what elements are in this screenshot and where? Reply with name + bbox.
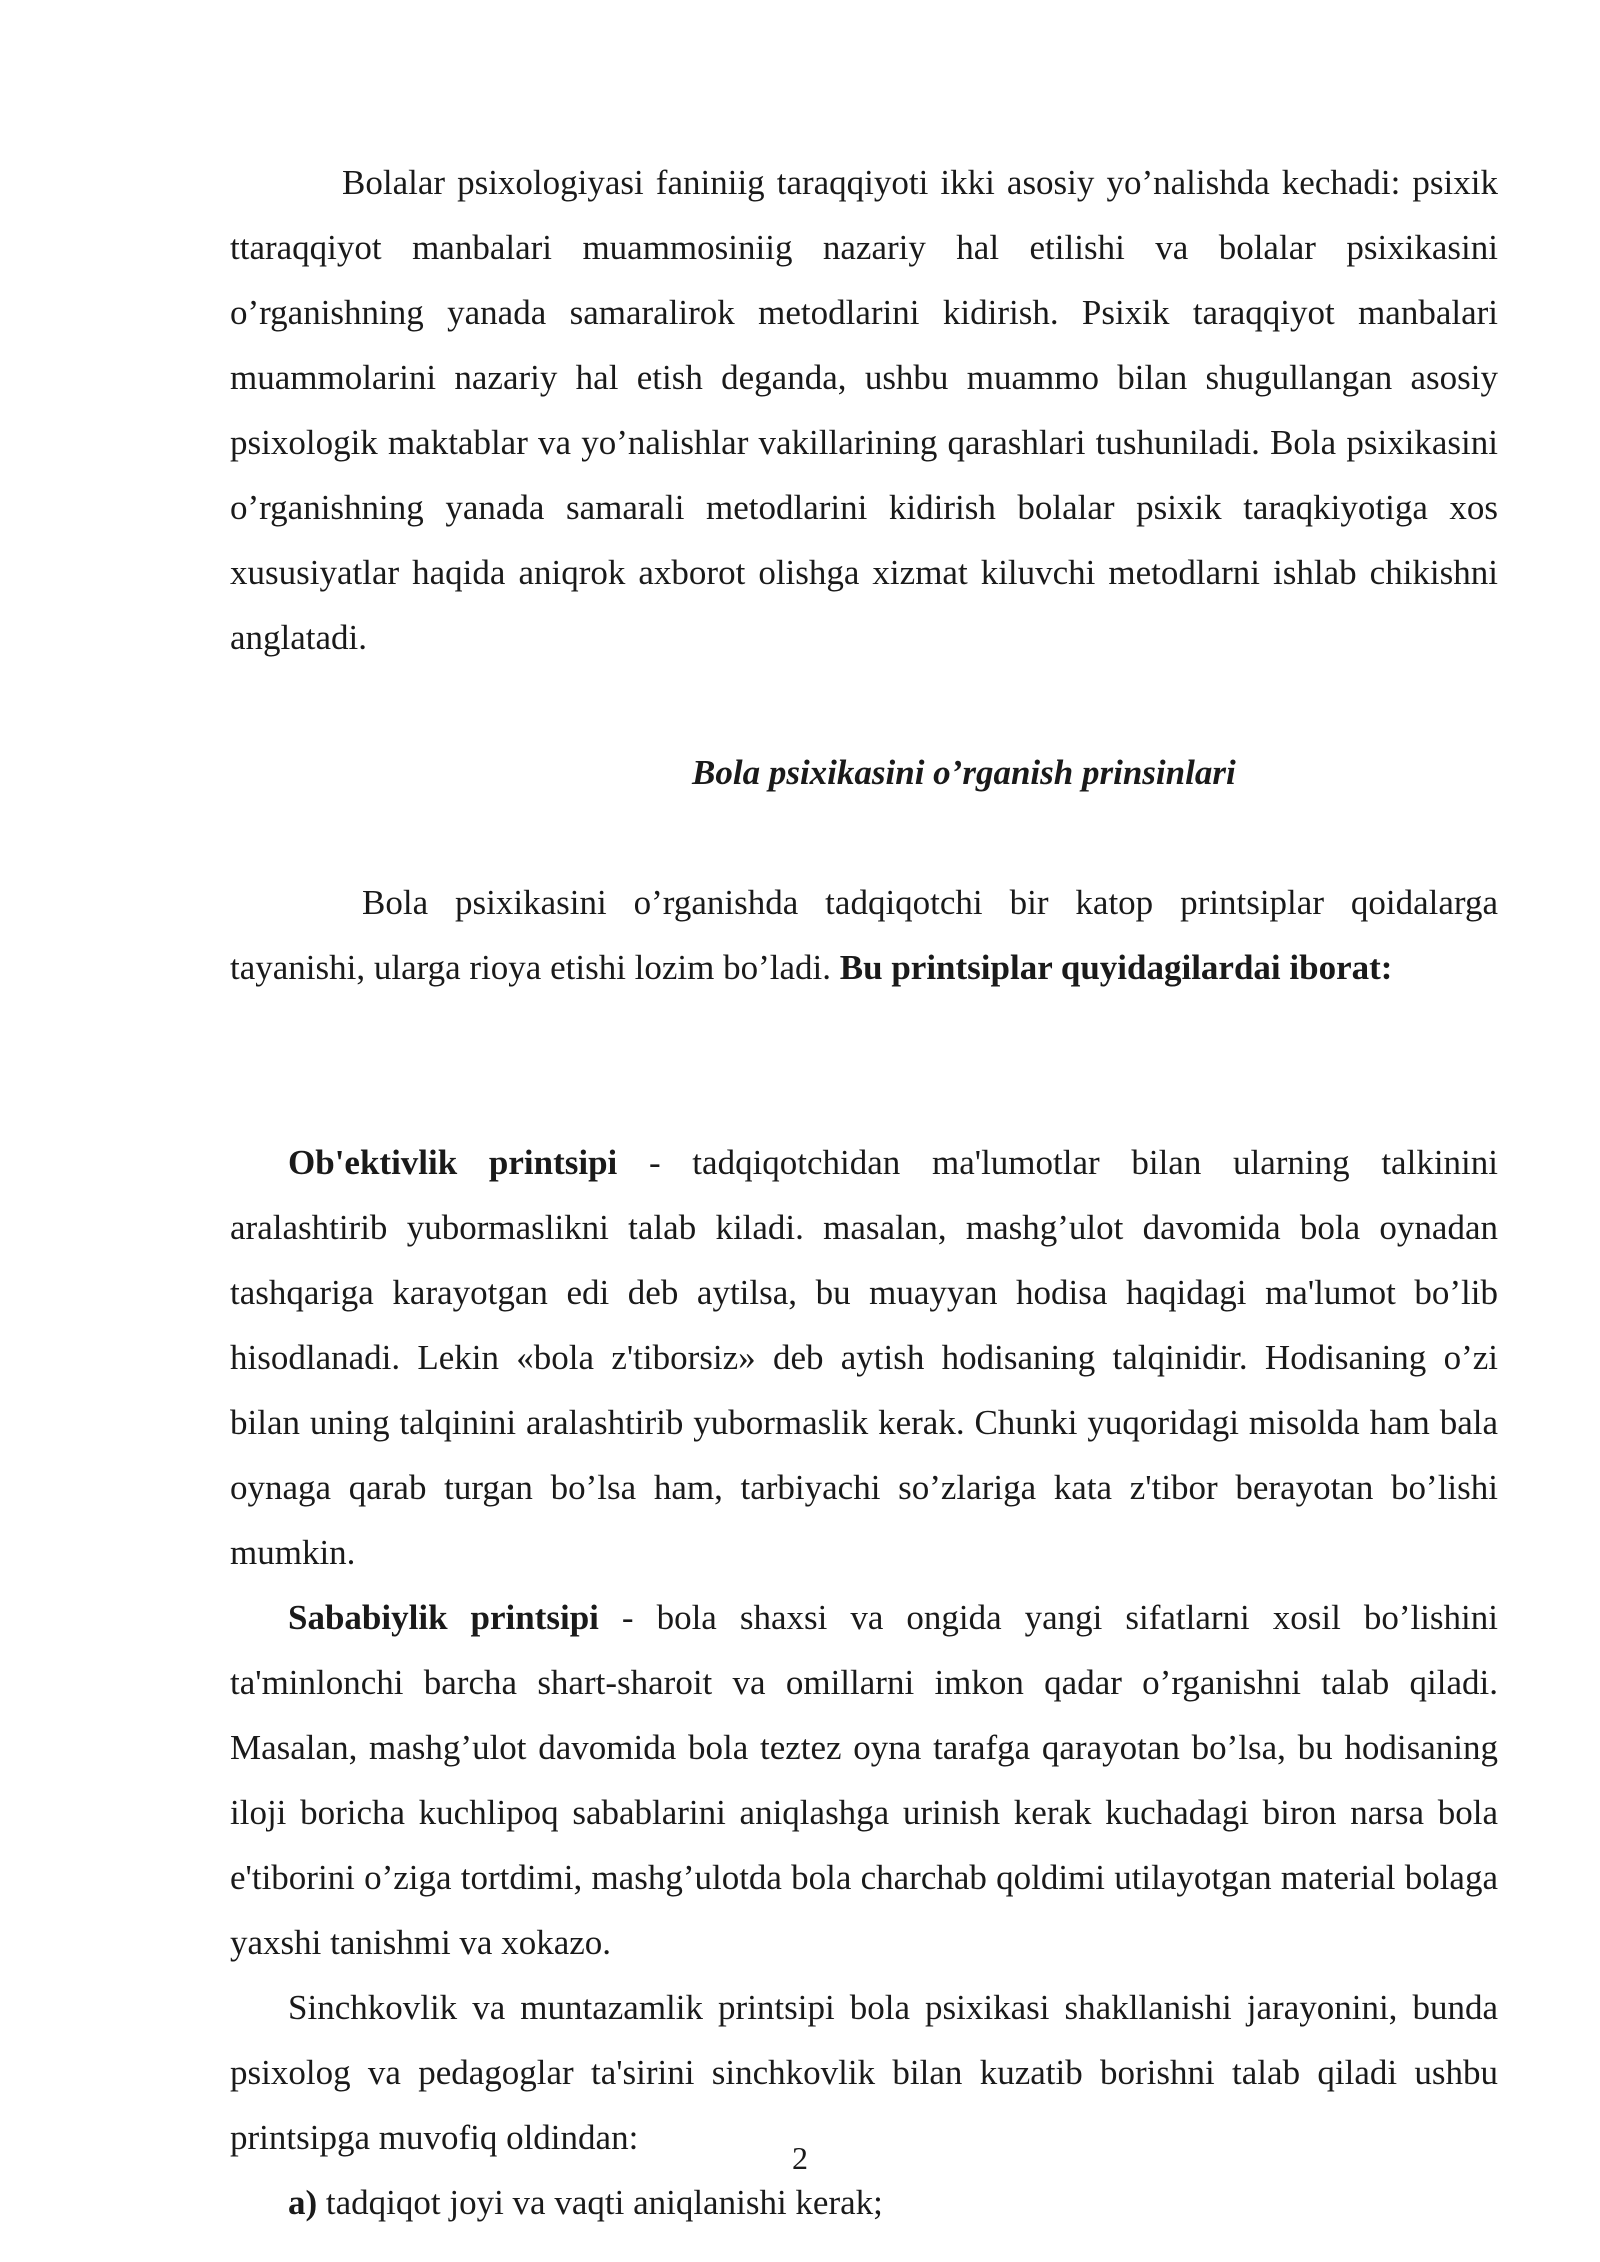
causality-principle-paragraph xyxy=(230,1585,1498,1975)
accuracy-principle-paragraph: Sinchkovlik va muntazamlik printsipi bola psixikasi shakllanishi jarayonini, bunda psixolog va pedagoglar ta'sirini sinchkovlik bilan kuzatib borishni talab qiladi ushbu printsipga muvofiq oldindan: xyxy=(230,1988,1498,2157)
objectivity-principle-term: Ob'ektivlik printsipi xyxy=(288,1143,618,1182)
objectivity-principle-text: - tadqiqotchidan ma'lumotlar bilan ularning talkinini aralashtirib yubormaslikni talab kiladi. masalan, mashg’ulot davomida bola oynadan tashqariga karayotgan edi deb aytilsa, bu muayyan hodisa haqidagi ma'lumot bo’lib hisodlanadi. Lekin «bola z'tiborsiz» deb aytish hodisaning talqinidir. Hodisaning o’zi bilan uning talqinini aralashtirib yubormaslik kerak. Chunki yuqoridagi misolda ham bala oynaga qarab turgan bo’lsa ham, tarbiyachi so’zlariga kata z'tibor berayotan bo’lishi mumkin. xyxy=(230,1143,1498,1572)
principles-intro-bold: Bu printsiplar quyidagilardai iborat: xyxy=(839,948,1393,987)
document-page xyxy=(230,150,1498,2222)
principles-intro-text: Bola psixikasini o’rganishda tadqiqotchi bir katop printsiplar qoidalarga tayanishi, ularga rioya etishi lozim bo’ladi. xyxy=(230,883,1498,987)
intro-paragraph: Bolalar psixologiyasi faniniig taraqqiyoti ikki asosiy yo’nalishda kechadi: psixik ttaraqqiyot manbalari muammosiniig nazariy hal etilishi va bolalar psixikasini o’rganishning yanada samaralirok metodlarini kidirish. Psixik taraqqiyot manbalari muammolarini nazariy hal etish deganda, ushbu muammo bilan shugullangan asosiy psixologik maktablar va yo’nalishlar vakillarining qarashlari tushuniladi. Bola psixikasini o’rganishning yanada samarali metodlarini kidirish bolalar psixik taraqkiyotiga xos xususiyatlar haqida aniqrok axborot olishga xizmat kiluvchi metodlarni ishlab chikishni anglatadi. xyxy=(230,163,1498,657)
section-heading: Bola psixikasini o’rganish prinsinlari xyxy=(692,753,1236,792)
list-item-text: tadqiqot joyi va vaqti aniqlanishi kerak; xyxy=(317,2183,883,2222)
causality-principle-term: Sababiylik printsipi xyxy=(288,1598,599,1637)
principles-intro-paragraph xyxy=(230,870,1498,1000)
causality-principle-text: - bola shaxsi va ongida yangi sifatlarni xosil bo’lishini ta'minlonchi barcha shart-sharoit va omillarni imkon qadar o’rganishni talab qiladi. Masalan, mashg’ulot davomida bola teztez oyna tarafga qarayotan bo’lsa, bu hodisaning iloji boricha kuchlipoq sabablarini aniqlashga urinish kerak kuchadagi biron narsa bola e'tiborini o’ziga tortdimi, mashg’ulotda bola charchab qoldimi utilayotgan material bolaga yaxshi tanishmi va xokazo. xyxy=(230,1598,1498,1962)
page-number: 2 xyxy=(792,2140,808,2176)
objectivity-principle-paragraph xyxy=(230,1130,1498,1585)
list-item-marker: a) xyxy=(288,2183,318,2222)
list-item-a xyxy=(230,2170,1498,2235)
